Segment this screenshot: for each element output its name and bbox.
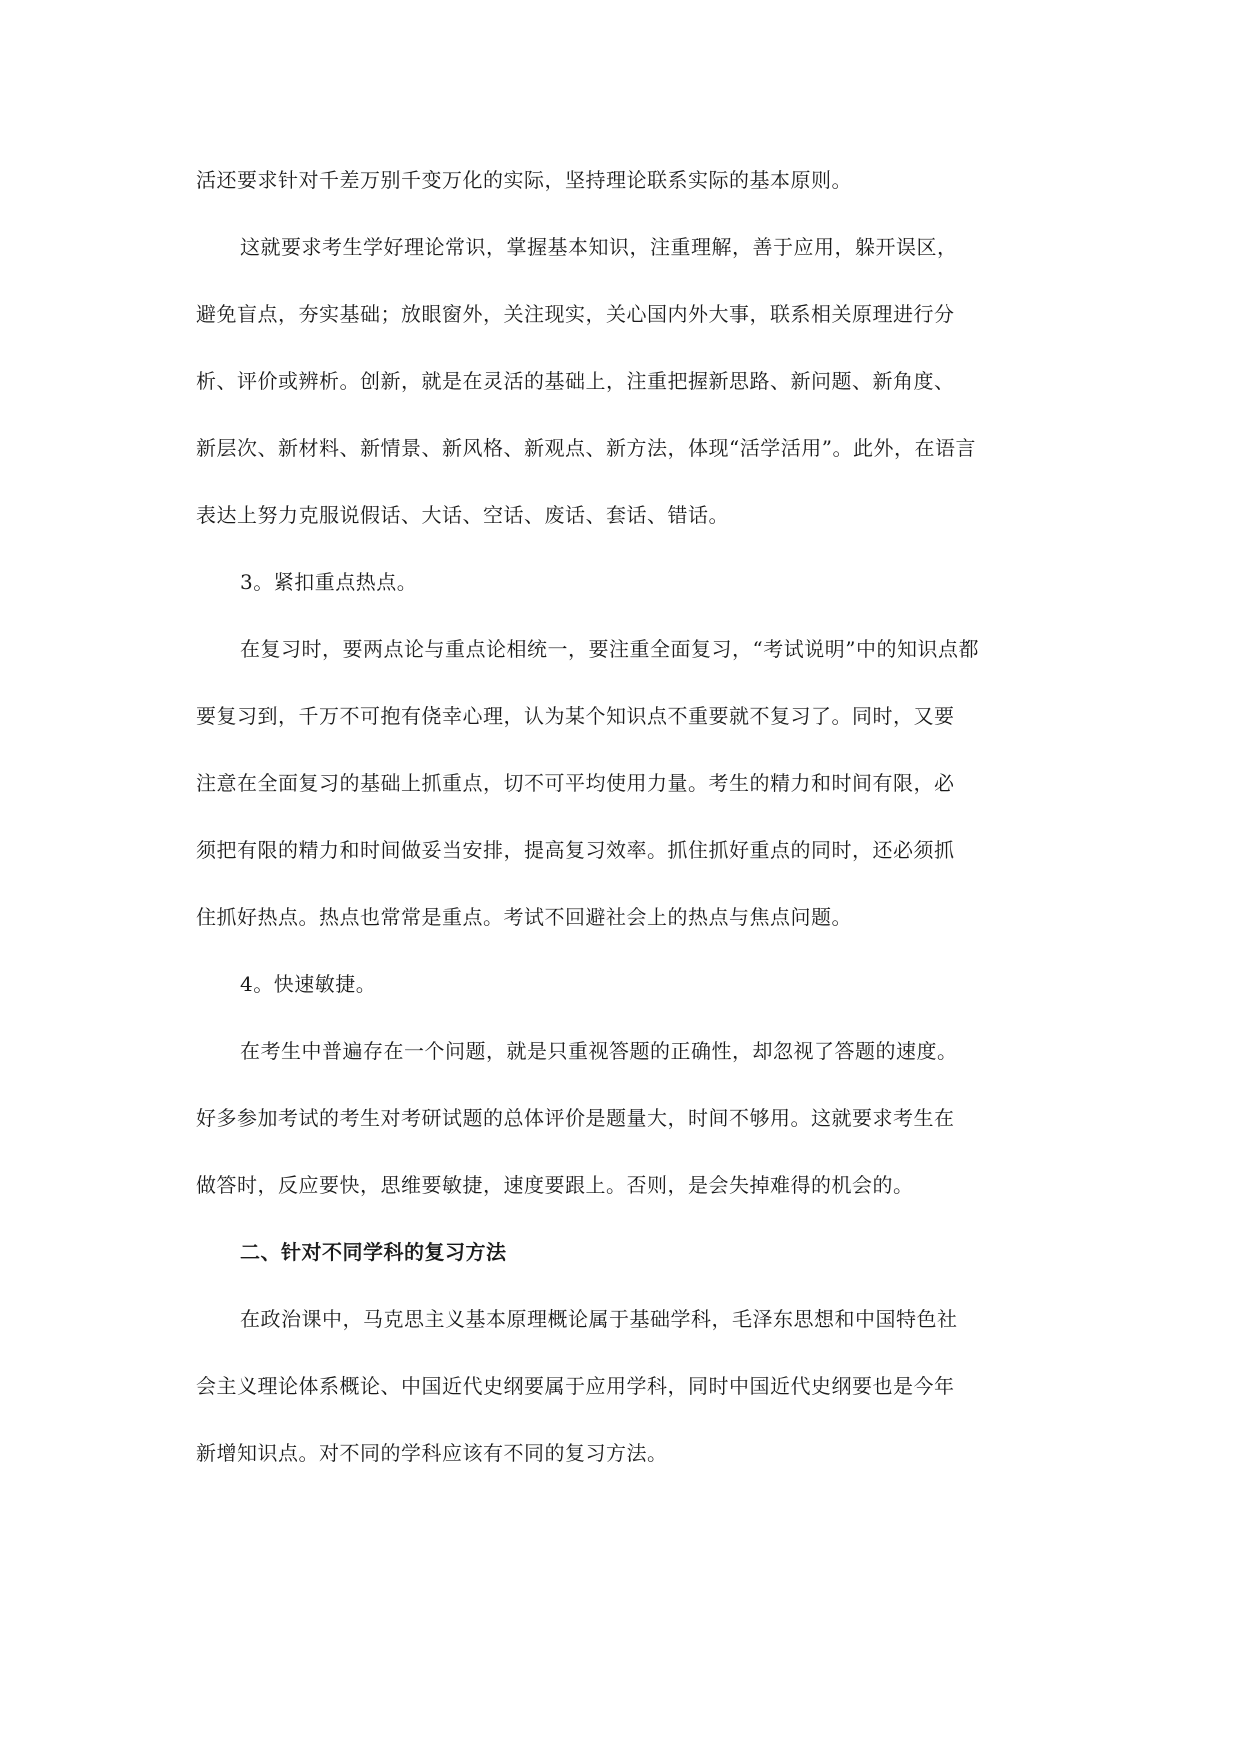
paragraph-line: 做答时，反应要快，思维要敏捷，速度要跟上。否则，是会失掉难得的机会的。 (196, 1173, 914, 1197)
section-title: 二、针对不同学科的复习方法 (240, 1240, 507, 1264)
paragraph-line: 住抓好热点。热点也常常是重点。考试不回避社会上的热点与焦点问题。 (196, 905, 852, 929)
paragraph-line: 好多参加考试的考生对考研试题的总体评价是题量大，时间不够用。这就要求考生在 (196, 1106, 955, 1130)
paragraph-line: 避免盲点，夯实基础；放眼窗外，关注现实，关心国内外大事，联系相关原理进行分 (196, 302, 955, 326)
paragraph-line: 在政治课中，马克思主义基本原理概论属于基础学科，毛泽东思想和中国特色社 (240, 1307, 958, 1331)
paragraph-line: 在考生中普遍存在一个问题，就是只重视答题的正确性，却忽视了答题的速度。 (240, 1039, 958, 1063)
section-heading: 3。紧扣重点热点。 (240, 570, 418, 594)
paragraph-line: 会主义理论体系概论、中国近代史纲要属于应用学科，同时中国近代史纲要也是今年 (196, 1374, 955, 1398)
paragraph-line: 在复习时，要两点论与重点论相统一，要注重全面复习，“考试说明”中的知识点都 (240, 637, 979, 661)
paragraph-line: 活还要求针对千差万别千变万化的实际，坚持理论联系实际的基本原则。 (196, 168, 852, 192)
paragraph-line: 这就要求考生学好理论常识，掌握基本知识，注重理解，善于应用，躲开误区， (240, 235, 958, 259)
paragraph-line: 新层次、新材料、新情景、新风格、新观点、新方法，体现“活学活用”。此外，在语言 (196, 436, 976, 460)
document-body (196, 168, 1056, 1465)
paragraph-line: 注意在全面复习的基础上抓重点，切不可平均使用力量。考生的精力和时间有限，必 (196, 771, 955, 795)
section-heading: 4。快速敏捷。 (240, 972, 377, 996)
paragraph-line: 新增知识点。对不同的学科应该有不同的复习方法。 (196, 1441, 668, 1465)
paragraph-line: 表达上努力克服说假话、大话、空话、废话、套话、错话。 (196, 503, 729, 527)
paragraph-line: 析、评价或辨析。创新，就是在灵活的基础上，注重把握新思路、新问题、新角度、 (196, 369, 955, 393)
paragraph-line: 须把有限的精力和时间做妥当安排，提高复习效率。抓住抓好重点的同时，还必须抓 (196, 838, 955, 862)
paragraph-line: 要复习到，千万不可抱有侥幸心理，认为某个知识点不重要就不复习了。同时，又要 (196, 704, 955, 728)
